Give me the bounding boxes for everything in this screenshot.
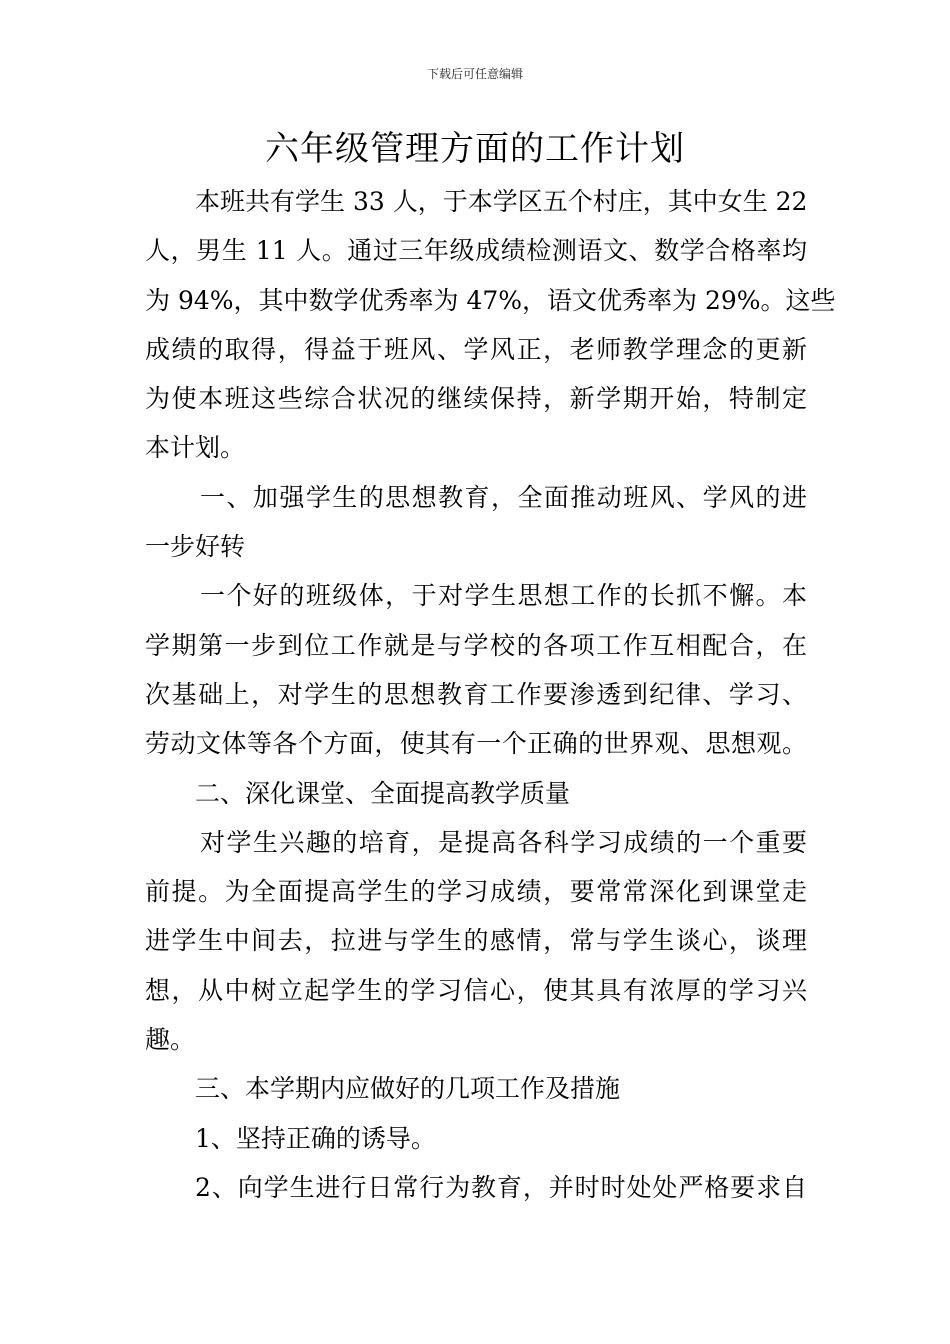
body-line: 次基础上，对学生的思想教育工作要渗透到纪律、学习、 bbox=[145, 679, 807, 709]
body-line: 本班共有学生 33 人，于本学区五个村庄，其中女生 22 bbox=[195, 187, 808, 216]
body-line: 一步好转 bbox=[145, 532, 246, 562]
body-line: 一、加强学生的思想教育，全面推动班风、学风的进 bbox=[200, 482, 807, 512]
body-line: 前提。为全面提高学生的学习成绩，要常常深化到课堂走 bbox=[145, 877, 807, 907]
body-line: 人，男生 11 人。通过三年级成绩检测语文、数学合格率均 bbox=[145, 236, 807, 266]
body-line: 成绩的取得，得益于班风、学风正，老师教学理念的更新 bbox=[145, 334, 807, 364]
document-body bbox=[145, 177, 836, 1212]
body-line: 趣。 bbox=[145, 1025, 196, 1055]
document-title: 六年级管理方面的工作计划 bbox=[265, 129, 685, 169]
body-line: 二、深化课堂、全面提高教学质量 bbox=[195, 778, 571, 808]
body-line: 学期第一步到位工作就是与学校的各项工作互相配合，在 bbox=[145, 630, 807, 660]
body-line: 进学生中间去，拉进与学生的感情，常与学生谈心，谈理 bbox=[145, 926, 807, 956]
body-line: 一个好的班级体，于对学生思想工作的长抓不懈。本 bbox=[200, 581, 807, 611]
body-line: 2、向学生进行日常行为教育，并时时处处严格要求自 bbox=[195, 1172, 807, 1202]
body-line: 本计划。 bbox=[145, 433, 246, 463]
body-line: 三、本学期内应做好的几项工作及措施 bbox=[195, 1074, 621, 1104]
header-note: 下载后可任意编辑 bbox=[426, 67, 523, 81]
body-line: 为使本班这些综合状况的继续保持，新学期开始，特制定 bbox=[145, 384, 807, 414]
body-line: 为 94%，其中数学优秀率为 47%，语文优秀率为 29%。这些 bbox=[145, 285, 836, 315]
body-line: 1、坚持正确的诱导。 bbox=[195, 1123, 436, 1153]
body-line: 想，从中树立起学生的学习信心，使其具有浓厚的学习兴 bbox=[145, 975, 807, 1005]
body-line: 对学生兴趣的培育，是提高各科学习成绩的一个重要 bbox=[200, 827, 807, 857]
body-line: 劳动文体等各个方面，使其有一个正确的世界观、思想观。 bbox=[145, 729, 807, 759]
